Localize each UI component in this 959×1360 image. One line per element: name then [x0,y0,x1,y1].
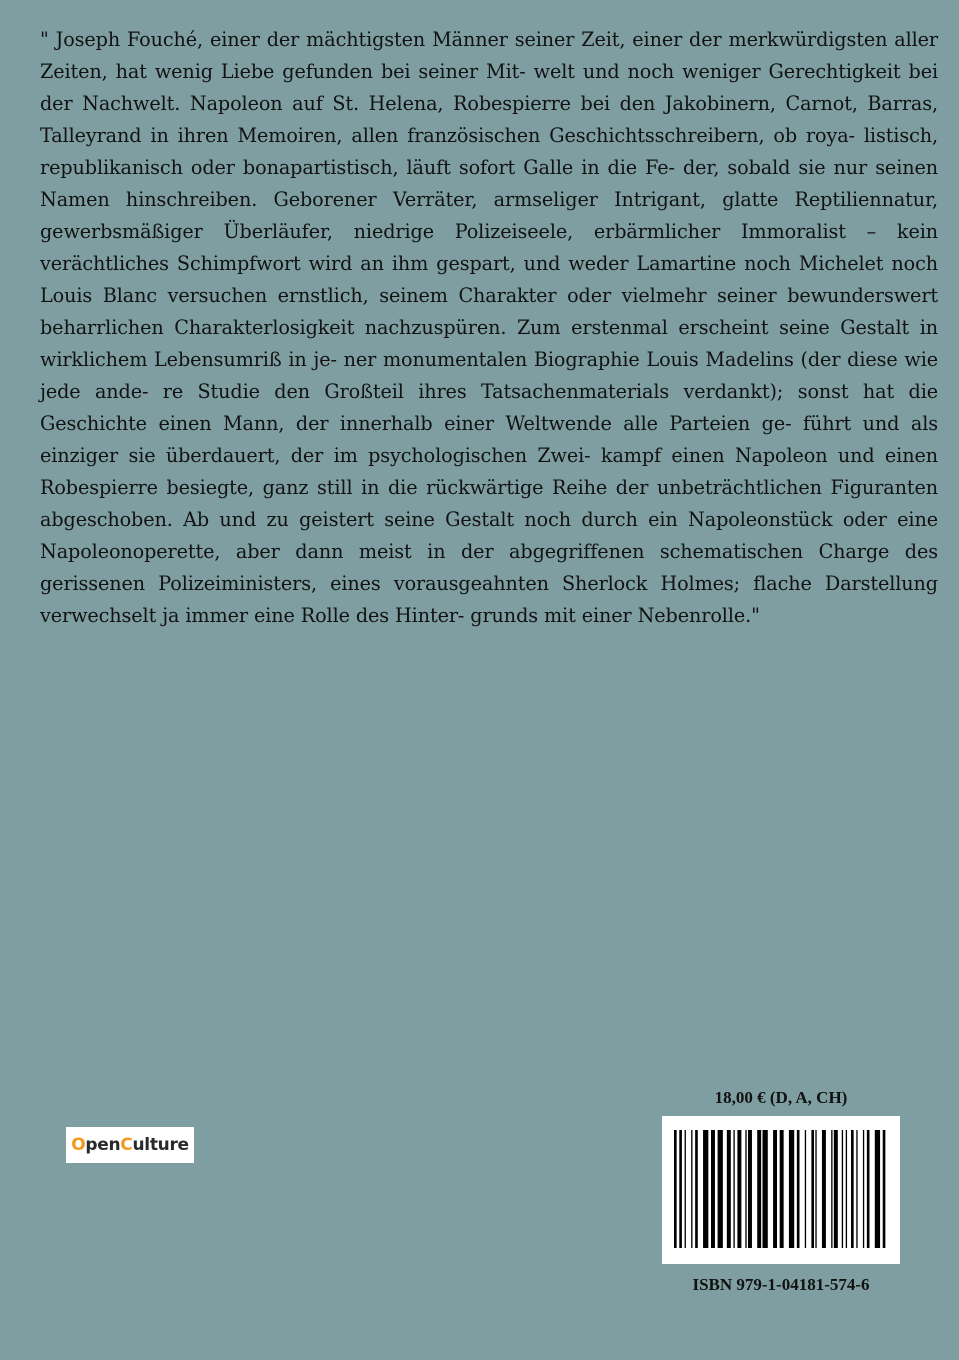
barcode-bar [815,1130,816,1248]
barcode-bar [846,1130,847,1248]
barcode-bar [863,1130,864,1248]
barcode-bar [745,1130,746,1248]
barcode-bar [856,1130,857,1248]
barcode-bar [780,1130,784,1248]
barcode-bar [851,1130,854,1248]
publisher-logo [66,1127,194,1163]
barcode-icon [674,1130,888,1248]
barcode-bar [695,1130,698,1248]
barcode-bar [674,1130,677,1248]
barcode-bar [831,1130,832,1248]
barcode-bar [748,1130,752,1248]
back-cover-blurb: " Joseph Fouché, einer der mächtigsten Männer seiner Zeit, einer der merkwürdigsten aller Zeiten, hat wenig Liebe gefunden bei seiner Mit- welt und noch weniger Gerechtigkeit bei der Nachwelt. Napoleon auf St. Helena, Robespierre bei den Jakobinern, Carnot, Barras, Talleyrand in ihren Memoiren, allen französischen Geschichtsschreibern, ob roya- listisch, republikanisch oder bonapartistisch, läuft sofort Galle in die Fe- der, sobald sie nur seinen Namen hinschreiben. Geborener Verräter, armseliger Intrigant, glatte Reptiliennatur, gewerbsmäßiger Überläufer, niedrige Polizeiseele, erbärmlicher Immoralist – kein verächtliches Schimpfwort wird an ihm gespart, und weder Lamartine noch Michelet noch Louis Blanc versuchen ernstlich, seinem Charakter oder vielmehr seiner bewunderswert beharrlichen Charakterlosigkeit nachzuspüren. Zum erstenmal erscheint seine Gestalt in wirklichem Lebensumriß in je- ner monumentalen Biographie Louis Madelins (der diese wie jede ande- re Studie den Großteil ihres Tatsachenmaterials verdankt); sonst hat die Geschichte einen Mann, der innerhalb einer Weltwende alle Parteien ge- führt und als einziger sie überdauert, der im psychologischen Zwei- kampf einen Napoleon und einen Robespierre besiegte, ganz still in die rückwärtige Reihe der unbeträchtlichen Figuranten abgeschoben. Ab und zu geistert seine Gestalt noch durch ein Napoleonstück oder eine Napoleonoperette, aber dann meist in der abgegriffenen schematischen Charge des gerissenen Polizeiministers, eines vorausgeahnten Sherlock Holmes; flache Darstellung verwechselt ja immer eine Rolle des Hinter- grunds mit einer Nebenrolle." [40,28,938,627]
barcode-bar [685,1130,686,1248]
price-label: 18,00 € (D, A, CH) [714,1088,848,1107]
barcode-bar [834,1130,838,1248]
barcode-bar [718,1130,723,1248]
barcode-bar [811,1130,814,1248]
barcode-bar [691,1130,692,1248]
barcode-bar [679,1130,682,1248]
barcode-bar [875,1130,880,1248]
barcode-bar [773,1130,777,1248]
barcode-bar [883,1130,886,1248]
logo-text-ulture: ulture [132,1135,189,1155]
barcode-box [662,1116,900,1264]
barcode-bar [797,1130,800,1248]
logo-text-pen: pen [85,1135,121,1155]
barcode-bar [757,1130,761,1248]
barcode-bar [737,1130,741,1248]
barcode-bar [867,1130,870,1248]
barcode-bar [822,1130,826,1248]
barcode-bar [805,1130,806,1248]
isbn-label: ISBN 979-1-04181-574-6 [692,1275,870,1294]
barcode-bar [703,1130,708,1248]
barcode-bar [727,1130,731,1248]
logo-letter-o: O [71,1135,86,1155]
barcode-bar [789,1130,794,1248]
barcode-bar [711,1130,715,1248]
barcode-bar [763,1130,768,1248]
barcode-bar [842,1130,843,1248]
barcode-bar [733,1130,734,1248]
logo-letter-c: C [120,1135,133,1155]
